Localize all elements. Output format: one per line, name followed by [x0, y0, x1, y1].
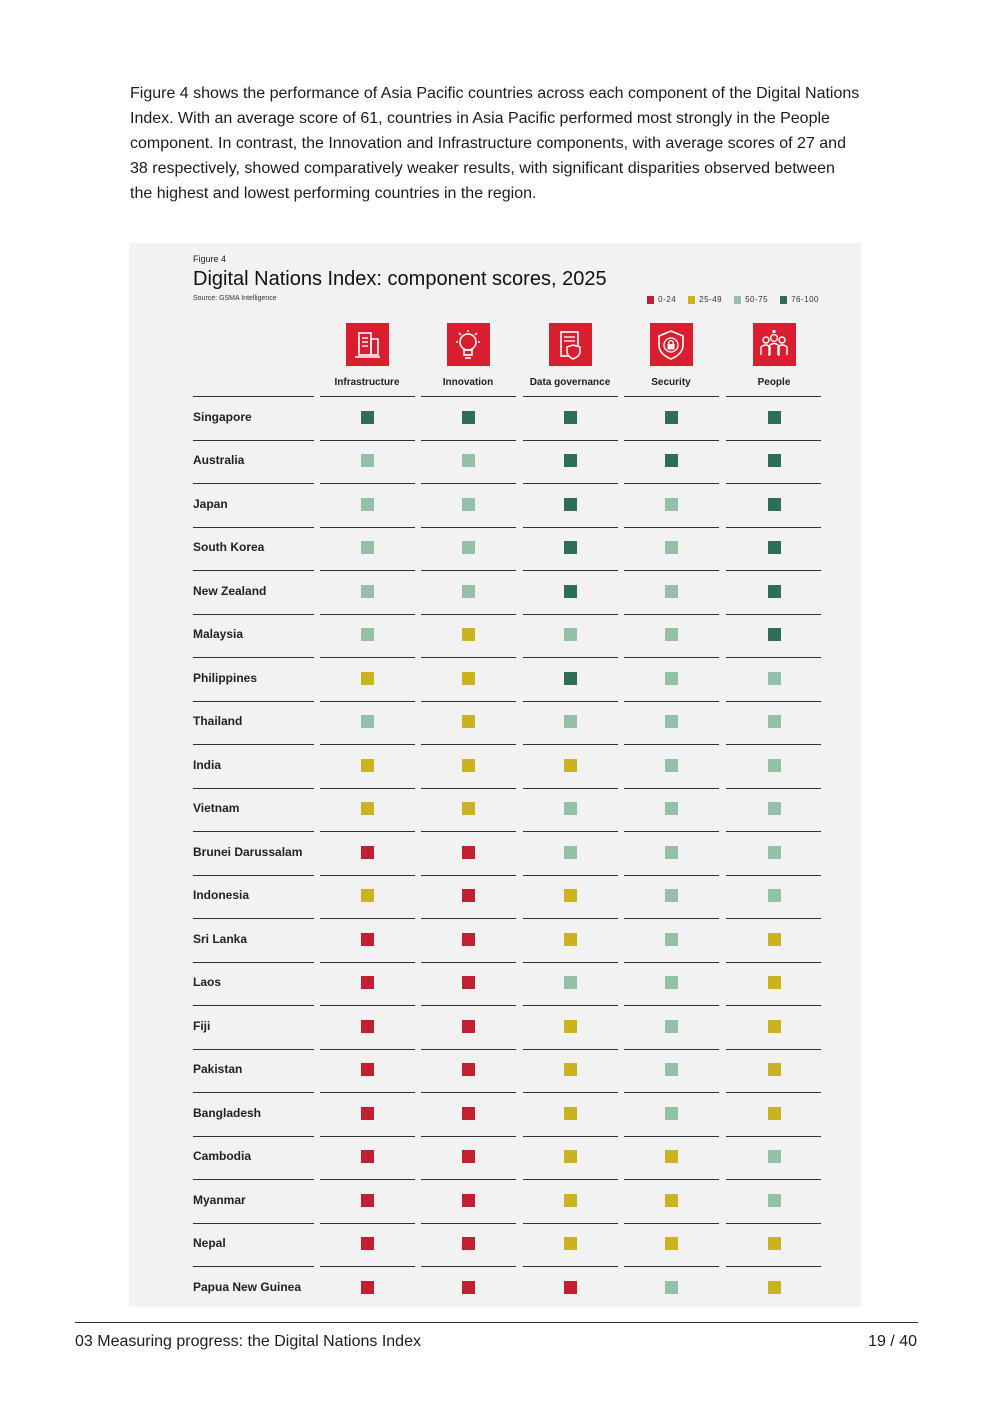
score-cell [462, 933, 475, 946]
figure-source: Source: GSMA Intelligence [193, 295, 277, 302]
row-divider [523, 1223, 618, 1224]
page-number: 19 / 40 [868, 1333, 917, 1350]
country-label: Singapore [193, 409, 252, 424]
country-label: Pakistan [193, 1062, 243, 1077]
country-label: Fiji [193, 1018, 211, 1033]
row-divider [624, 744, 719, 745]
row-divider [421, 1179, 516, 1180]
row-divider [320, 1266, 415, 1267]
row-divider [421, 614, 516, 615]
column-label: Innovation [442, 377, 494, 388]
score-cell [665, 1020, 678, 1033]
component-score-grid [129, 243, 861, 1307]
document-shield-icon [549, 323, 592, 366]
score-cell [768, 411, 781, 424]
row-divider [624, 1092, 719, 1093]
row-divider [624, 657, 719, 658]
row-divider [624, 1005, 719, 1006]
score-cell [361, 976, 374, 989]
row-divider [523, 1136, 618, 1137]
score-cell [361, 672, 374, 685]
row-divider [624, 614, 719, 615]
row-divider [421, 570, 516, 571]
score-cell [462, 1107, 475, 1120]
score-cell [462, 411, 475, 424]
row-divider [523, 614, 618, 615]
row-divider [421, 527, 516, 528]
score-cell [564, 1063, 577, 1076]
score-cell [361, 411, 374, 424]
score-cell [564, 541, 577, 554]
score-cell [564, 759, 577, 772]
row-divider [523, 918, 618, 919]
country-label: Malaysia [193, 627, 244, 642]
row-divider [320, 1049, 415, 1050]
score-cell [564, 585, 577, 598]
column-header [623, 323, 719, 388]
country-label: Laos [193, 975, 222, 990]
score-cell [768, 802, 781, 815]
score-cell [665, 889, 678, 902]
score-cell [361, 454, 374, 467]
score-cell [768, 1281, 781, 1294]
country-label: Indonesia [193, 888, 250, 903]
row-divider [193, 744, 314, 745]
score-cell [665, 1281, 678, 1294]
score-cell [462, 1194, 475, 1207]
score-cell [665, 715, 678, 728]
row-divider [193, 1179, 314, 1180]
column-header [319, 323, 415, 388]
score-cell [768, 628, 781, 641]
score-cell [564, 846, 577, 859]
score-cell [361, 802, 374, 815]
row-divider [421, 1266, 516, 1267]
score-cell [665, 454, 678, 467]
row-divider [624, 527, 719, 528]
row-divider [726, 1049, 821, 1050]
row-divider [193, 1223, 314, 1224]
score-cell [564, 1281, 577, 1294]
score-cell [665, 585, 678, 598]
people-icon [753, 323, 796, 366]
score-cell [361, 1020, 374, 1033]
row-divider [421, 788, 516, 789]
row-divider [726, 396, 821, 397]
row-divider [421, 483, 516, 484]
row-divider [320, 1092, 415, 1093]
country-label: Nepal [193, 1236, 226, 1251]
row-divider [320, 831, 415, 832]
row-divider [624, 396, 719, 397]
row-divider [193, 396, 314, 397]
legend-label: 25-49 [699, 295, 723, 304]
column-header [726, 323, 822, 388]
row-divider [320, 875, 415, 876]
row-divider [320, 744, 415, 745]
score-cell [564, 802, 577, 815]
score-cell [564, 933, 577, 946]
country-label: Cambodia [193, 1149, 252, 1164]
country-label: South Korea [193, 540, 265, 555]
row-divider [523, 788, 618, 789]
row-divider [421, 875, 516, 876]
country-label: Bangladesh [193, 1105, 262, 1120]
row-divider [624, 483, 719, 484]
row-divider [726, 1266, 821, 1267]
score-cell [462, 802, 475, 815]
country-label: Australia [193, 453, 245, 468]
score-cell [462, 1237, 475, 1250]
row-divider [421, 962, 516, 963]
score-cell [768, 889, 781, 902]
column-label: Infrastructure [334, 377, 400, 388]
row-divider [193, 1005, 314, 1006]
score-cell [361, 1194, 374, 1207]
row-divider [523, 527, 618, 528]
column-label: Data governance [529, 377, 611, 388]
row-divider [320, 527, 415, 528]
score-cell [462, 585, 475, 598]
score-cell [361, 759, 374, 772]
score-cell [462, 889, 475, 902]
score-cell [361, 889, 374, 902]
row-divider [624, 570, 719, 571]
score-cell [564, 976, 577, 989]
country-label: Philippines [193, 670, 258, 685]
row-divider [726, 570, 821, 571]
row-divider [726, 1179, 821, 1180]
score-cell [665, 628, 678, 641]
score-cell [564, 628, 577, 641]
row-divider [523, 657, 618, 658]
score-cell [361, 1063, 374, 1076]
row-divider [320, 788, 415, 789]
row-divider [320, 396, 415, 397]
row-divider [523, 396, 618, 397]
score-cell [361, 628, 374, 641]
figure-title: Digital Nations Index: component scores, 2025 [193, 268, 607, 290]
row-divider [523, 962, 618, 963]
row-divider [523, 1049, 618, 1050]
footer-divider [75, 1322, 918, 1323]
row-divider [421, 831, 516, 832]
infrastructure-icon [346, 323, 389, 366]
score-cell [768, 1150, 781, 1163]
score-cell [665, 846, 678, 859]
row-divider [726, 1136, 821, 1137]
score-cell [462, 672, 475, 685]
row-divider [523, 831, 618, 832]
row-divider [624, 788, 719, 789]
row-divider [726, 701, 821, 702]
row-divider [193, 918, 314, 919]
row-divider [193, 440, 314, 441]
score-cell [361, 933, 374, 946]
row-divider [320, 657, 415, 658]
row-divider [421, 918, 516, 919]
row-divider [624, 440, 719, 441]
row-divider [624, 918, 719, 919]
score-cell [564, 1020, 577, 1033]
country-label: Thailand [193, 714, 243, 729]
score-cell [361, 1150, 374, 1163]
score-cell [665, 498, 678, 511]
row-divider [193, 875, 314, 876]
row-divider [421, 657, 516, 658]
row-divider [193, 657, 314, 658]
intro-paragraph: Figure 4 shows the performance of Asia Pacific countries across each component of the Digital Nations Index. With an average score of 61, countries in Asia Pacific performed most strongly in the People component. In contrast, the Innovation and Infrastructure components, with average scores of 27 and 38 respectively, showed comparatively weaker results, with significant disparities observed between the highest and lowest performing countries in the region. [130, 85, 860, 202]
score-cell [361, 715, 374, 728]
score-cell [768, 541, 781, 554]
score-cell [768, 846, 781, 859]
score-cell [361, 1237, 374, 1250]
country-label: Papua New Guinea [193, 1279, 302, 1294]
country-label: Sri Lanka [193, 931, 248, 946]
row-divider [421, 1092, 516, 1093]
score-cell [768, 976, 781, 989]
score-cell [665, 802, 678, 815]
legend-label: 0-24 [658, 295, 677, 304]
row-divider [523, 744, 618, 745]
row-divider [726, 1223, 821, 1224]
score-cell [665, 1237, 678, 1250]
column-label: People [757, 377, 791, 388]
row-divider [726, 1005, 821, 1006]
row-divider [523, 440, 618, 441]
footer-section-title: 03 Measuring progress: the Digital Nations Index [75, 1333, 421, 1350]
row-divider [421, 744, 516, 745]
score-cell [361, 585, 374, 598]
score-cell [768, 1063, 781, 1076]
row-divider [523, 1179, 618, 1180]
row-divider [624, 1136, 719, 1137]
score-cell [462, 454, 475, 467]
row-divider [193, 1266, 314, 1267]
score-cell [665, 541, 678, 554]
country-label: Vietnam [193, 801, 240, 816]
score-cell [564, 454, 577, 467]
row-divider [320, 918, 415, 919]
row-divider [523, 1092, 618, 1093]
score-cell [361, 1281, 374, 1294]
row-divider [421, 1005, 516, 1006]
row-divider [193, 831, 314, 832]
score-cell [564, 672, 577, 685]
row-divider [523, 701, 618, 702]
score-cell [462, 976, 475, 989]
score-cell [768, 498, 781, 511]
score-cell [768, 672, 781, 685]
score-cell [564, 1194, 577, 1207]
column-header [522, 323, 618, 388]
score-cell [768, 759, 781, 772]
row-divider [726, 614, 821, 615]
row-divider [193, 962, 314, 963]
figure-panel [129, 243, 861, 1307]
row-divider [193, 1136, 314, 1137]
country-label: New Zealand [193, 583, 267, 598]
score-cell [665, 1063, 678, 1076]
row-divider [523, 1266, 618, 1267]
score-cell [768, 454, 781, 467]
row-divider [421, 440, 516, 441]
country-label: India [193, 757, 222, 772]
row-divider [193, 701, 314, 702]
score-cell [361, 498, 374, 511]
row-divider [193, 614, 314, 615]
row-divider [624, 875, 719, 876]
row-divider [726, 527, 821, 528]
row-divider [624, 1049, 719, 1050]
score-cell [665, 411, 678, 424]
score-cell [462, 541, 475, 554]
score-cell [564, 1107, 577, 1120]
score-cell [665, 933, 678, 946]
legend-label: 76-100 [791, 295, 819, 304]
row-divider [421, 1136, 516, 1137]
score-cell [462, 628, 475, 641]
score-cell [564, 889, 577, 902]
row-divider [726, 875, 821, 876]
row-divider [193, 483, 314, 484]
row-divider [421, 1223, 516, 1224]
row-divider [421, 701, 516, 702]
row-divider [193, 570, 314, 571]
row-divider [320, 1223, 415, 1224]
row-divider [193, 1049, 314, 1050]
score-cell [768, 1237, 781, 1250]
row-divider [624, 1179, 719, 1180]
row-divider [726, 440, 821, 441]
security-shield-icon [650, 323, 693, 366]
score-cell [768, 585, 781, 598]
row-divider [726, 744, 821, 745]
row-divider [624, 701, 719, 702]
row-divider [320, 962, 415, 963]
score-cell [665, 759, 678, 772]
row-divider [624, 1223, 719, 1224]
row-divider [320, 1179, 415, 1180]
score-cell [768, 1107, 781, 1120]
country-label: Japan [193, 496, 228, 511]
row-divider [193, 1092, 314, 1093]
row-divider [320, 570, 415, 571]
score-cell [361, 846, 374, 859]
score-cell [462, 1020, 475, 1033]
score-cell [768, 933, 781, 946]
row-divider [726, 483, 821, 484]
score-cell [361, 541, 374, 554]
row-divider [726, 657, 821, 658]
row-divider [320, 1005, 415, 1006]
row-divider [726, 1092, 821, 1093]
row-divider [726, 831, 821, 832]
row-divider [726, 962, 821, 963]
column-header [420, 323, 516, 388]
row-divider [726, 788, 821, 789]
row-divider [421, 1049, 516, 1050]
score-cell [462, 1150, 475, 1163]
score-cell [665, 976, 678, 989]
score-cell [462, 1281, 475, 1294]
legend-label: 50-75 [745, 295, 769, 304]
score-cell [462, 759, 475, 772]
figure-label: Figure 4 [193, 254, 227, 264]
score-cell [564, 715, 577, 728]
country-label: Myanmar [193, 1192, 246, 1207]
row-divider [624, 962, 719, 963]
score-cell [564, 1237, 577, 1250]
row-divider [320, 614, 415, 615]
score-cell [665, 1194, 678, 1207]
score-cell [768, 1020, 781, 1033]
row-divider [320, 440, 415, 441]
row-divider [523, 875, 618, 876]
row-divider [726, 918, 821, 919]
row-divider [320, 1136, 415, 1137]
score-cell [462, 1063, 475, 1076]
score-cell [462, 846, 475, 859]
row-divider [320, 483, 415, 484]
score-cell [665, 1107, 678, 1120]
score-cell [462, 498, 475, 511]
lightbulb-icon [447, 323, 490, 366]
score-cell [665, 672, 678, 685]
country-label: Brunei Darussalam [193, 844, 303, 859]
row-divider [523, 570, 618, 571]
score-cell [768, 715, 781, 728]
score-cell [462, 715, 475, 728]
row-divider [421, 396, 516, 397]
row-divider [523, 483, 618, 484]
row-divider [624, 831, 719, 832]
row-divider [193, 527, 314, 528]
score-cell [564, 498, 577, 511]
score-cell [361, 1107, 374, 1120]
row-divider [320, 701, 415, 702]
row-divider [624, 1266, 719, 1267]
score-cell [564, 411, 577, 424]
row-divider [193, 788, 314, 789]
score-cell [665, 1150, 678, 1163]
score-cell [768, 1194, 781, 1207]
score-cell [564, 1150, 577, 1163]
row-divider [523, 1005, 618, 1006]
column-label: Security [651, 377, 691, 388]
